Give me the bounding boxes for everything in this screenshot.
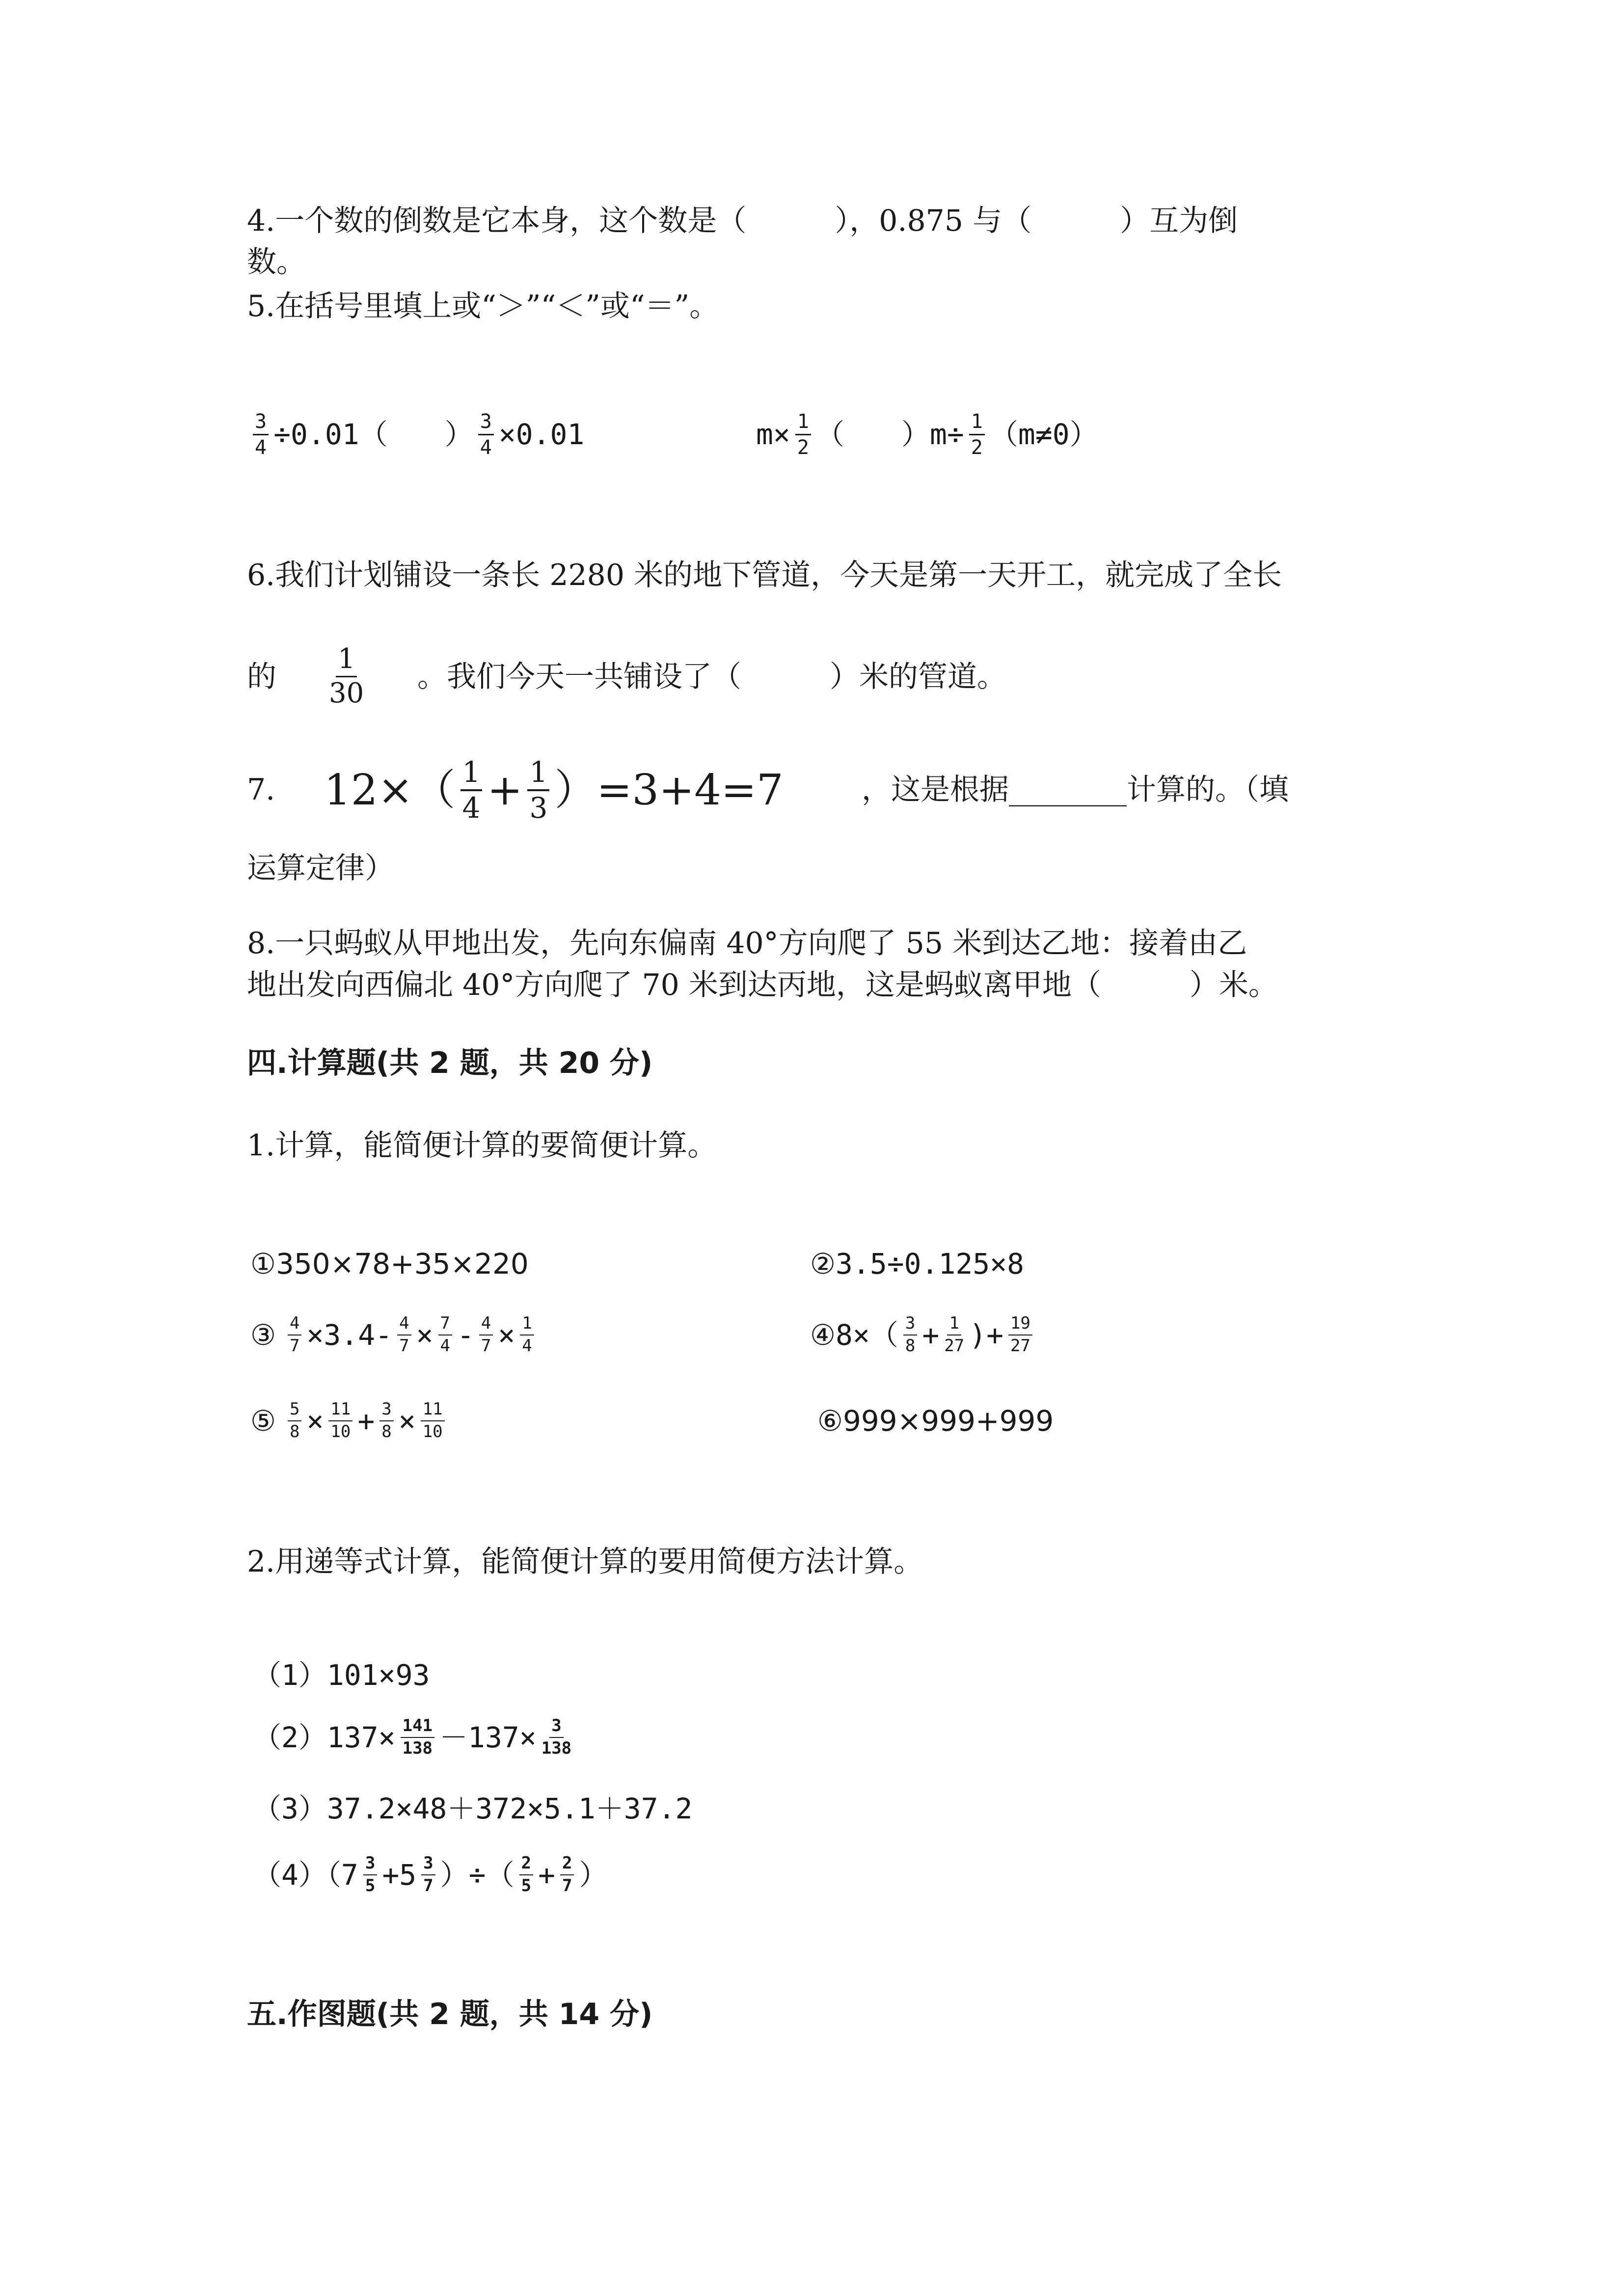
fraction: $\frac{11}{10}$ [328,1401,352,1441]
fraction: $\frac{1}{27}$ [944,1313,965,1356]
q6-de: 的 [247,660,276,694]
c2-r4-mid: ）÷（ [440,1858,514,1892]
fraction: $\frac{7}{4}$ [438,1315,452,1355]
c1-p5-lead: ⑤ [250,1404,276,1438]
q6-line2: 。我们今天一共铺设了（ ）米的管道。 [417,660,1006,694]
q5-e1-mid: ÷0.01（ ） [273,418,473,451]
c1-p3-times: × [416,1318,433,1352]
c1-problem-1: ①350×78+35×220 [250,1247,529,1281]
c1-p4-plus: + [922,1318,940,1352]
q5-expression-1 [248,407,584,461]
fraction: 3 8 [903,1315,917,1355]
fraction: $\frac{4}{7}$ [288,1315,301,1355]
c1-p5-times: × [306,1404,324,1438]
q8-line2: 地出发向西偏北 40°方向爬了 70 米到达丙地，这是蚂蚁离甲地（ ）米。 [247,968,1278,1002]
c1-problem-5 [250,1391,450,1450]
q6-fraction-wrap [324,642,369,709]
q7-expr-start: 12×（ [324,766,456,815]
fraction: 3 7 [421,1855,435,1895]
c1-p5-times: × [398,1404,416,1438]
fraction: 1 30 [329,642,364,709]
fraction: $\frac{3}{4}$ [253,411,269,458]
c2-r2-mid: －137× [439,1721,537,1754]
c2-r4-lead: （4）（7 [253,1858,358,1892]
c2-row-4 [253,1848,607,1902]
fraction: $\frac{11}{10}$ [421,1401,445,1441]
c2-r4-end: ） [579,1858,608,1892]
q5-expression-2 [756,407,1098,461]
q4-line1: 4.一个数的倒数是它本身，这个数是（ ），0.875 与（ ）互为倒 [247,204,1238,238]
q7-number: 7. [247,773,275,807]
q7-line2: 运算定律） [247,851,394,885]
c1-problem-3 [250,1308,539,1362]
fraction: 3 5 [363,1855,377,1895]
c2-r2-lead: （2）137× [253,1721,396,1754]
q5-e1-end: ×0.01 [498,418,585,451]
c1-p3-lead: ③ [250,1318,276,1352]
fraction: 1 4 [460,757,483,823]
c1-problem-2: ②3.5÷0.125×8 [810,1247,1025,1281]
c1-prompt: 1.计算，能简便计算的要简便计算。 [247,1128,717,1163]
fraction: $\frac{3}{4}$ [478,411,494,458]
c1-p3-times: × [498,1318,515,1352]
c1-p3-minus: - [457,1318,474,1352]
q6-line1: 6.我们计划铺设一条长 2280 米的地下管道，今天是第一天开工，就完成了全长 [247,558,1282,592]
c1-problem-6: ⑥999×999+999 [817,1404,1054,1438]
fraction: $\frac{1}{2}$ [795,411,811,458]
c2-row-1: （1）101×93 [253,1658,430,1692]
c1-problem-4 [810,1308,1037,1362]
fraction: $\frac{141}{138}$ [401,1717,434,1757]
c2-r4-mid: +5 [382,1858,417,1892]
q7-plus: + [487,766,523,815]
fraction: $\frac{4}{7}$ [397,1315,411,1355]
c2-r4-plus: + [538,1858,555,1892]
fraction: $\frac{4}{7}$ [479,1315,493,1355]
q5-e2-mid: （ ）m÷ [815,418,964,451]
fraction: $\frac{1}{2}$ [969,411,985,458]
q8-line1: 8.一只蚂蚁从甲地出发，先向东偏南 40°方向爬了 55 米到达乙地：接着由乙 [247,926,1247,961]
c1-p4-lead: ④8×（ [810,1318,898,1352]
c2-prompt: 2.用递等式计算，能简便计算的要用简便方法计算。 [247,1545,923,1579]
c1-p5-plus: + [357,1404,375,1438]
fraction: $\frac{3}{138}$ [541,1716,572,1758]
c1-p3-mid: ×3.4- [306,1318,393,1352]
fraction: $\frac{5}{8}$ [288,1401,301,1441]
fraction: $\frac{19}{27}$ [1008,1315,1032,1355]
fraction: $\frac{2}{7}$ [560,1855,574,1895]
q5-e2-start: m× [756,418,790,451]
q7-expr-end: ）=3+4=7 [554,766,784,815]
q5-e2-end: （m≠0） [989,418,1098,451]
q7-expression [324,756,784,825]
section-4-title: 四.计算题(共 2 题，共 20 分) [247,1046,653,1080]
fraction: 2 5 [519,1855,533,1895]
c2-row-2 [253,1710,576,1764]
fraction: $\frac{1}{4}$ [520,1315,534,1355]
q7-tail: ，这是根据________计算的。（填 [862,773,1289,807]
fraction: $\frac{1}{3}$ [527,757,549,823]
section-5-title: 五.作图题(共 2 题，共 14 分) [247,1997,653,2031]
fraction: $\frac{3}{8}$ [379,1401,393,1441]
q5-prompt: 5.在括号里填上或“＞”“＜”或“＝”。 [247,289,719,323]
c1-p4-mid: )+ [969,1318,1004,1352]
q4-line2: 数。 [247,245,306,279]
c2-row-3: （3）37.2×48＋372×5.1＋37.2 [253,1792,693,1825]
